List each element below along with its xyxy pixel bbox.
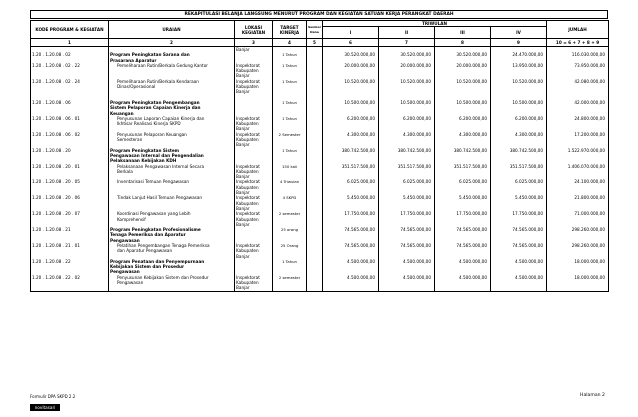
cell-target: 1 Tahun [273, 63, 307, 68]
cell-lokasi: Inspektorat [235, 275, 273, 280]
cell-jumlah: 24.100.000,00 [547, 179, 609, 184]
cell-uraian: Pengawasan Internal dan Pengendalian [109, 153, 235, 158]
cell-lokasi: Banjar [235, 285, 273, 291]
cell-lokasi: Inspektorat [235, 63, 273, 68]
cell-tw4: 380.742.500,00 [491, 148, 547, 153]
cell-jumlah: 42.080.000,00 [547, 79, 609, 84]
cell-target: 1 Tahun [273, 259, 307, 264]
cell-kode: 1.20 . 1.20.08 . 06 . 02 [31, 132, 109, 137]
cell-jumlah: 116.030.000,00 [547, 52, 609, 57]
cell-uraian: Semesteran [109, 137, 235, 142]
cell-tw1: 6.025.000,00 [323, 179, 379, 184]
cell-lokasi: Kabupaten [235, 280, 273, 285]
cell-lokasi: Banjar [235, 174, 273, 179]
cell-kode: 1.20 . 1.20.08 . 20 . 05 [31, 179, 109, 184]
cell-lokasi: Kabupaten [235, 68, 273, 73]
cell-tw4: 74.565.000,00 [491, 243, 547, 248]
cell-kode: 1.20 . 1.20.08 . 02 . 24 [31, 79, 109, 84]
cell-tw4: 5.450.000,00 [491, 195, 547, 200]
header-jumlah: JUMLAH [547, 21, 609, 39]
cell-tw1: 4.300.000,00 [323, 132, 379, 137]
cell-lokasi: Kabupaten [235, 201, 273, 206]
cell-uraian: Ikhtisar Realisasi Kinerja SKPD [109, 121, 235, 126]
cell-target: 1 Tahun [273, 148, 307, 153]
cell-lokasi: Kabupaten [235, 185, 273, 190]
cell-lokasi: Kabupaten [235, 217, 273, 222]
cell-kode: 1.20 . 1.20.08 . 02 . 22 [31, 63, 109, 68]
cell-lokasi: Banjar [235, 254, 273, 259]
header-tw1: I [323, 27, 379, 39]
cell-uraian: dan Aparatur Pengawasan [109, 248, 235, 253]
cell-tw3: 4.500.000,00 [435, 259, 491, 264]
cell-tw2: 74.565.000,00 [379, 243, 435, 248]
cell-tw3: 5.450.000,00 [435, 195, 491, 200]
cell-lokasi: Inspektorat [235, 243, 273, 248]
cell-target: 1 Tahun [273, 52, 307, 57]
cell-uraian: Pengawasan [109, 238, 235, 243]
cell-tw2 [379, 285, 435, 291]
cell-target: 2 semester [273, 275, 307, 280]
cell-uraian: Inventarisasi Temuan Pengawasan [109, 179, 235, 184]
cell-tw3: 74.565.000,00 [435, 243, 491, 248]
cell-target: 2 semester [273, 211, 307, 216]
cell-lokasi: Inspektorat [235, 116, 273, 121]
cell-lokasi: Banjar [235, 206, 273, 211]
cell-lokasi: Kabupaten [235, 121, 273, 126]
cell-tw2: 10.520.000,00 [379, 79, 435, 84]
cell-uraian: Prasarana Aparatur [109, 58, 235, 63]
cell-tw1: 74.565.000,00 [323, 243, 379, 248]
cell-target: 4 Triwulan [273, 179, 307, 184]
cell-tw3: 4.500.000,00 [435, 275, 491, 280]
cell-tw2: 6.200.000,00 [379, 116, 435, 121]
cell-tw4: 6.200.000,00 [491, 116, 547, 121]
cell-tw1: 17.750.000,00 [323, 211, 379, 216]
cell-target: 25 Orang [273, 243, 307, 248]
watermark-badge: novitasari [30, 404, 60, 411]
cell-tw2: 4.500.000,00 [379, 275, 435, 280]
cell-tw4: 4.300.000,00 [491, 132, 547, 137]
cell-tw3: 351.517.500,00 [435, 164, 491, 169]
cell-uraian: Koordinasi Pengawasan yang Lebih [109, 211, 235, 216]
cell-lokasi: Banjar [235, 142, 273, 147]
cell-tw4: 10.520.000,00 [491, 79, 547, 84]
header-tw2: II [379, 27, 435, 39]
cell-kode: 1.20 . 1.20.08 . 22 [31, 259, 109, 264]
cell-tw3: 380.742.500,00 [435, 148, 491, 153]
cell-tw3: 4.300.000,00 [435, 132, 491, 137]
header-lokasi: LOKASI KEGIATAN [235, 21, 273, 39]
cell-tw2: 74.565.000,00 [379, 227, 435, 232]
cell-tw3: 6.200.000,00 [435, 116, 491, 121]
header-sumber-dana: Sumber Dana [307, 21, 323, 39]
cell-uraian: Tindak Lanjut Hasil Temuan Pengawasan [109, 195, 235, 200]
cell-uraian: Pengawasan [109, 280, 235, 285]
column-number: 3 [235, 39, 273, 47]
column-number: 8 [435, 39, 491, 47]
cell-uraian: Pelaksanaan Kebijakan KDH [109, 158, 235, 163]
cell-lokasi: Banjar [235, 126, 273, 131]
cell-tw4: 4.500.000,00 [491, 275, 547, 280]
cell-lokasi: Banjar [235, 47, 273, 53]
cell-tw1: 30.520.000,00 [323, 52, 379, 57]
cell-lokasi: Banjar [235, 190, 273, 195]
cell-tw4: 6.025.000,00 [491, 179, 547, 184]
cell-jumlah: 42.000.000,00 [547, 100, 609, 105]
cell-target: 150 kali [273, 164, 307, 169]
header-uraian: URAIAN [109, 21, 235, 39]
cell-tw1 [323, 285, 379, 291]
column-number: 6 [323, 39, 379, 47]
cell-uraian: Pemeliharaan Rutin/Berkala Kendaraan [109, 79, 235, 84]
cell-jumlah: 17.200.000,00 [547, 132, 609, 137]
table-row [31, 285, 609, 291]
cell-uraian: Sistem Pelaporan Capaian Kinerja dan [109, 105, 235, 110]
report-title: REKAPITULASI BELANJA LANGSUNG MENURUT PROGRAM DAN KEGIATAN SATUAN KERJA PERANGKAT DAERAH [30, 10, 608, 19]
cell-tw1: 4.500.000,00 [323, 259, 379, 264]
cell-tw1: 5.450.000,00 [323, 195, 379, 200]
cell-target: 1 Tahun [273, 79, 307, 84]
cell-uraian: Program Peningkatan Pengembangan [109, 100, 235, 105]
cell-lokasi: Kabupaten [235, 84, 273, 89]
cell-jumlah: 1.522.970.000,00 [547, 148, 609, 153]
cell-lokasi: Inspektorat [235, 211, 273, 216]
cell-target [273, 285, 307, 291]
cell-tw3: 10.500.000,00 [435, 100, 491, 105]
cell-uraian: Berkala [109, 169, 235, 174]
form-code: Formulir DPA SKPD 2.2 [30, 394, 76, 399]
cell-tw3: 10.520.000,00 [435, 79, 491, 84]
column-number: 1 [31, 39, 109, 47]
cell-jumlah: 298.260.000,00 [547, 243, 609, 248]
budget-table [30, 20, 609, 292]
cell-tw2: 4.300.000,00 [379, 132, 435, 137]
cell-jumlah: 73.950.000,00 [547, 63, 609, 68]
cell-target: 25 orang [273, 227, 307, 232]
cell-target: 4 SKPD [273, 195, 307, 200]
header-tw4: IV [491, 27, 547, 39]
cell-tw1: 6.200.000,00 [323, 116, 379, 121]
cell-kode: 1.20 . 1.20.08 . 06 . 01 [31, 116, 109, 121]
cell-jumlah [547, 285, 609, 291]
cell-lokasi: Kabupaten [235, 248, 273, 253]
page-number: Halaman 2 [580, 393, 605, 398]
cell-tw2: 5.450.000,00 [379, 195, 435, 200]
cell-kode: 1.20 . 1.20.08 . 20 . 06 [31, 195, 109, 200]
cell-kode: 1.20 . 1.20.08 . 20 [31, 148, 109, 153]
cell-uraian: Program Peningkatan Profesionalisme [109, 227, 235, 232]
cell-lokasi: Inspektorat [235, 164, 273, 169]
cell-tw4: 4.500.000,00 [491, 259, 547, 264]
cell-tw1: 74.565.000,00 [323, 227, 379, 232]
cell-tw1: 10.520.000,00 [323, 79, 379, 84]
cell-tw3: 17.750.000,00 [435, 211, 491, 216]
cell-jumlah: 18.000.000,00 [547, 275, 609, 280]
cell-uraian: Program Peningkatan Sarana dan [109, 52, 235, 57]
cell-kode: 1.20 . 1.20.08 . 21 [31, 227, 109, 232]
cell-uraian: Pengawasan [109, 269, 235, 274]
cell-uraian [109, 285, 235, 291]
cell-uraian: Penyusunan Pelaporan Keuangan [109, 132, 235, 137]
cell-tw2: 30.520.000,00 [379, 52, 435, 57]
cell-kode: 1.20 . 1.20.08 . 20 . 07 [31, 211, 109, 216]
cell-tw4 [491, 285, 547, 291]
cell-uraian: Pemeliharaan Rutin/Berkala Gedung Kantor [109, 63, 235, 68]
column-number: 7 [379, 39, 435, 47]
cell-tw2: 17.750.000,00 [379, 211, 435, 216]
cell-uraian: Penyusunan Kebijakan Sistem dan Prosedur [109, 275, 235, 280]
cell-lokasi: Kabupaten [235, 169, 273, 174]
cell-jumlah: 298.260.000,00 [547, 227, 609, 232]
header-kode: KODE PROGRAM & KEGIATAN [31, 21, 109, 39]
cell-lokasi: Inspektorat [235, 79, 273, 84]
cell-jumlah: 18.000.000,00 [547, 259, 609, 264]
cell-tw1: 351.517.500,00 [323, 164, 379, 169]
cell-uraian: Kebijakan Sistem dan Prosedur [109, 264, 235, 269]
cell-tw3: 20.000.000,00 [435, 63, 491, 68]
cell-tw1: 20.000.000,00 [323, 63, 379, 68]
cell-uraian: Program Penataan dan Penyempurnaan [109, 259, 235, 264]
column-number: 9 [491, 39, 547, 47]
cell-uraian: Pelaksanaan Pengawasan Internal Secara [109, 164, 235, 169]
cell-target: 1 Tahun [273, 116, 307, 121]
cell-tw2: 6.025.000,00 [379, 179, 435, 184]
cell-lokasi: Kabupaten [235, 137, 273, 142]
cell-tw2: 380.742.500,00 [379, 148, 435, 153]
cell-uraian: Pelatihan Pengembangan Tenaga Pemeriksa [109, 243, 235, 248]
cell-tw4: 17.750.000,00 [491, 211, 547, 216]
cell-tw2: 351.517.500,00 [379, 164, 435, 169]
cell-tw2: 10.500.000,00 [379, 100, 435, 105]
cell-tw2: 20.000.000,00 [379, 63, 435, 68]
cell-jumlah: 24.800.000,00 [547, 116, 609, 121]
cell-kode: 1.20 . 1.20.08 . 21 . 01 [31, 243, 109, 248]
header-triwulan: TRIWULAN [323, 21, 547, 27]
cell-uraian: Penyusunan Laporan Capaian Kinerja dan [109, 116, 235, 121]
cell-target: 2 Semester [273, 132, 307, 137]
cell-tw3: 30.520.000,00 [435, 52, 491, 57]
cell-tw4: 351.517.500,00 [491, 164, 547, 169]
cell-uraian: Tenaga Pemeriksa dan Aparatur [109, 232, 235, 237]
cell-kode [31, 285, 109, 291]
column-number: 5 [307, 39, 323, 47]
cell-tw1: 10.500.000,00 [323, 100, 379, 105]
cell-tw3: 74.565.000,00 [435, 227, 491, 232]
cell-jumlah: 21.800.000,00 [547, 195, 609, 200]
cell-jumlah: 1.406.070.000,00 [547, 164, 609, 169]
cell-tw4: 24.470.000,00 [491, 52, 547, 57]
cell-tw1: 4.500.000,00 [323, 275, 379, 280]
cell-sumber [307, 285, 323, 291]
cell-target: 1 Tahun [273, 100, 307, 105]
cell-uraian: Komprehensif [109, 217, 235, 222]
header-target: TARGET KINERJA [273, 21, 307, 39]
cell-tw4: 10.500.000,00 [491, 100, 547, 105]
cell-lokasi: Banjar [235, 73, 273, 78]
cell-uraian: Keuangan [109, 111, 235, 116]
cell-lokasi: Inspektorat [235, 179, 273, 184]
column-number: 10 = 6 + 7 + 8 + 9 [547, 39, 609, 47]
cell-kode: 1.20 . 1.20.08 . 06 [31, 100, 109, 105]
cell-uraian: Dinas/Operasional [109, 84, 235, 89]
cell-jumlah: 71.000.000,00 [547, 211, 609, 216]
cell-tw3 [435, 285, 491, 291]
cell-tw4: 74.565.000,00 [491, 227, 547, 232]
cell-tw2: 4.500.000,00 [379, 259, 435, 264]
cell-lokasi: Inspektorat [235, 195, 273, 200]
cell-tw1: 380.742.500,00 [323, 148, 379, 153]
column-number: 2 [109, 39, 235, 47]
cell-tw4: 13.950.000,00 [491, 63, 547, 68]
cell-lokasi: Banjar [235, 222, 273, 227]
document-sheet [30, 10, 608, 408]
cell-kode: 1.20 . 1.20.08 . 20 . 01 [31, 164, 109, 169]
header-tw3: III [435, 27, 491, 39]
cell-lokasi: Inspektorat [235, 132, 273, 137]
cell-lokasi: Banjar [235, 89, 273, 94]
column-number: 4 [273, 39, 307, 47]
cell-tw3: 6.025.000,00 [435, 179, 491, 184]
cell-uraian: Program Peningkatan Sistem [109, 148, 235, 153]
cell-kode: 1.20 . 1.20.08 . 22 . 02 [31, 275, 109, 280]
cell-kode: 1.20 . 1.20.08 . 02 [31, 52, 109, 57]
